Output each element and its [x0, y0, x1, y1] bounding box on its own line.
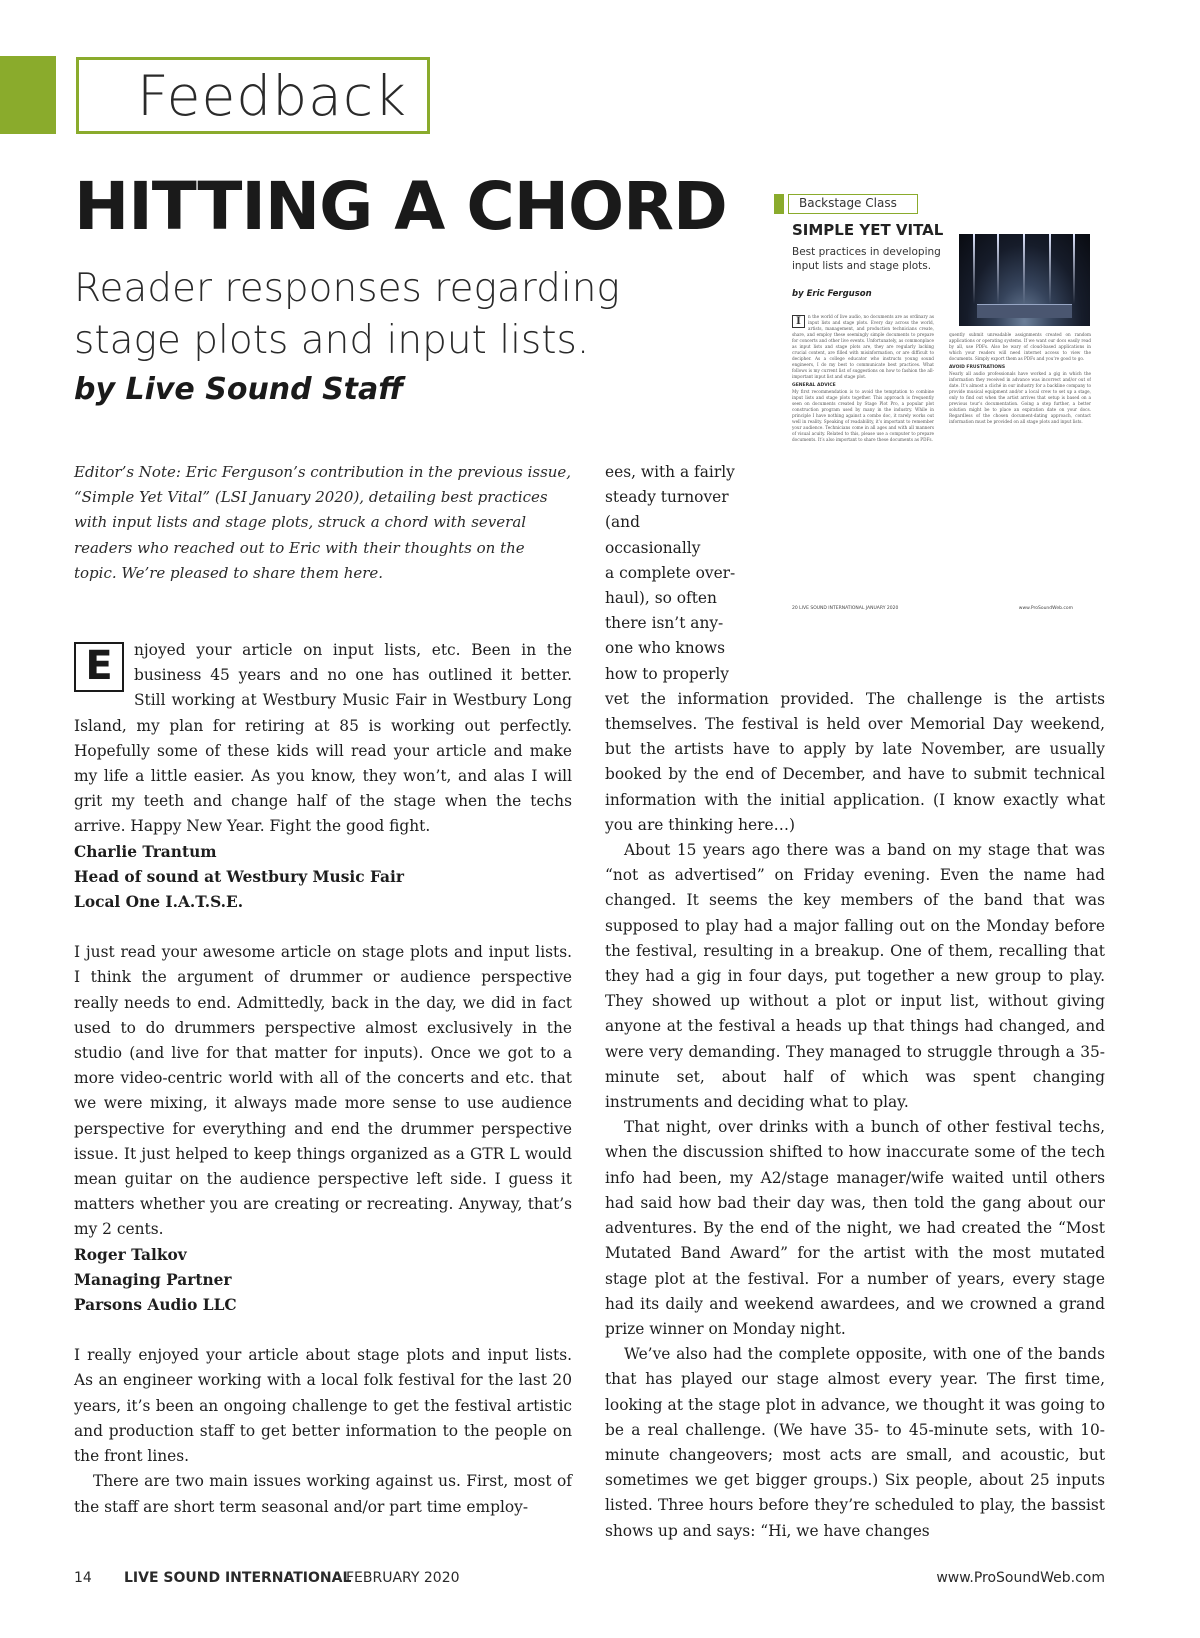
thumbnail-dropcap: I: [792, 315, 805, 328]
thumbnail-body-text: My first recommendation is to avoid the temptation to combine input lists and stage plots together. This approach is frequently seen on documents created by Stage Plot Pro, a popular plot construction program used by many in the industry. While in principle I have nothing against a combo doc, it rarely works out well in reality. Speaking of readability, it’s important to remember your audience. Technicians come in all ages and with all manners of visual acuity. Related to this, please use a computer to prepare documents. It’s also important to share these documents as PDFs.: [792, 389, 934, 442]
drop-cap: E: [74, 642, 124, 692]
text-line: haul), so often: [605, 589, 717, 608]
text-line: (and occasionally: [605, 513, 701, 557]
website: www.ProSoundWeb.com: [936, 1570, 1105, 1586]
section-header: [76, 57, 430, 134]
article-byline: by Live Sound Staff: [74, 372, 404, 407]
text-line: steady turnover: [605, 488, 729, 507]
thumbnail-footer-right: www.ProSoundWeb.com: [1018, 606, 1073, 611]
text-line: one who knows: [605, 639, 725, 658]
letter-body: njoyed your article on input lists, etc. Been in the business 45 years and no one has outlined it better. Still working at Westbury Music Fair in Westbury Long Island, my plan for retiring at 85 is working out perfectly. Hopefully some of these kids will read your article and make my life a little easier. As you know, they won’t, and alas I will grit my teeth and change half of the stage when the techs arrive. Happy New Year. Fight the good fight.: [74, 641, 572, 836]
section-accent-bar: [0, 56, 56, 134]
letter-paragraph: We’ve also had the complete opposite, with one of the bands that has played our stage almost every year. The first time, looking at the stage plot in advance, we thought it was going to be a real challenge. (We have 35- to 45-minute sets, with 10-minute changeovers; most acts are small, and acoustic, but sometimes we get bigger groups.) Six people, about 25 inputs listed. Three hours before they’re scheduled to play, the bassist shows up and says: “Hi, we have changes: [605, 1345, 1105, 1540]
thumbnail-stage-photo: [959, 234, 1090, 326]
letter-3: [74, 1343, 572, 1519]
letter-paragraph: That night, over drinks with a bunch of other festival techs, when the discussion shifted to how inaccurate some of the tech info had been, my A2/stage manager/wife waited until others had said how bad their day was, then told the gang about our adventures. By the end of the night, we had created the “Most Mutated Band Award” for the artist with the most mutated stage plot at the festival. For a number of years, every stage had its daily and weekend awardees, and we crowned a grand prize winner on Monday night.: [605, 1118, 1105, 1338]
thumbnail-tab-accent: [774, 194, 784, 214]
thumbnail-footer-left: 20 LIVE SOUND INTERNATIONAL JANUARY 2020: [792, 606, 899, 611]
issue-date: FEBRUARY 2020: [346, 1570, 460, 1586]
editors-note: Editor’s Note: Eric Ferguson’s contribution in the previous issue, “Simple Yet Vital” (LSI January 2020), detailing best practices with input lists and stage plots, struck a chord with several readers who reached out to Eric with their thoughts on the topic. We’re pleased to share them here.: [74, 463, 572, 582]
thumbnail-body-text: Nearly all audio professionals have worked a gig in which the information they received in advance was incorrect and/or out of date. It’s almost a cliché in our industry for a backline company to provide musical equipment and/or a local crew to set up a stage, only to find out when the artist arrives that setup is based on a previous tour’s documentation. Going a step further, a better solution might be to place an expiration date on your docs. Regardless of the chosen document-dating approach, contact information must be provided on all stage plots and input lists.: [949, 371, 1091, 424]
thumbnail-tab-label: Backstage Class: [788, 194, 918, 214]
text-line: ees, with a fairly: [605, 463, 735, 481]
text-line: a complete over-: [605, 563, 736, 582]
thumbnail-subtitle: Best practices in developing input lists and stage plots.: [792, 246, 941, 272]
section-label: Feedback: [137, 64, 407, 128]
article-headline: HITTING A CHORD: [74, 168, 727, 245]
thumbnail-heading: AVOID FRUSTRATIONS: [949, 365, 1006, 370]
signature-name: Roger Talkov: [74, 1245, 187, 1264]
letter-paragraph: I really enjoyed your article about stage plots and input lists. As an engineer working with a local folk festival for the last 20 years, it’s been an ongoing challenge to get the festival artistic and production staff to get better information to the people on the front lines.: [74, 1346, 572, 1466]
thumbnail-byline: by Eric Ferguson: [792, 289, 872, 299]
magazine-name: LIVE SOUND INTERNATIONAL: [124, 1570, 352, 1586]
letter-paragraph: About 15 years ago there was a band on my stage that was “not as advertised” on Friday evening. Even the name had changed. It seems the key members of the band that was supposed to play had a major falling out on the Monday before the festival, resulting in a breakup. One of them, recalling that they had a gig in four days, put together a new group to play. They showed up without a plot or input list, without giving anyone at the festival a heads up that things had changed, and were very demanding. They managed to struggle through a 35-minute set, about half of which was spent changing instruments and deciding what to play.: [605, 841, 1105, 1112]
letter-1: [74, 638, 572, 915]
letter-paragraph: vet the information provided. The challenge is the artists themselves. The festival is held over Memorial Day weekend, but the artists have to apply by late November, are usually booked by the end of December, and have to submit technical information with the initial application. (I know exactly what you are thinking here…): [605, 689, 1105, 834]
text-line: how to properly: [605, 664, 729, 683]
signature-org: Local One I.A.T.S.E.: [74, 893, 244, 912]
signature-org: Parsons Audio LLC: [74, 1296, 237, 1315]
signature-name: Charlie Trantum: [74, 842, 217, 861]
signature-title: Head of sound at Westbury Music Fair: [74, 867, 404, 886]
page-number: 14: [74, 1570, 92, 1586]
letters-column-left: [74, 638, 572, 1520]
thumbnail-heading: GENERAL ADVICE: [792, 383, 836, 388]
thumbnail-body-text: quently submit unreadable assignments created on random applications or operating systems. If we want our docs easily read by all, use PDFs. Also be wary of cloud-based applications in which your readers will need internet access to view the documents. Simply export them as PDFs and you’re good to go.: [949, 332, 1091, 361]
text-line: there isn’t any-: [605, 614, 724, 633]
thumbnail-title: SIMPLE YET VITAL: [792, 221, 944, 239]
article-subhead: Reader responses regarding stage plots and input lists.: [74, 266, 620, 363]
narrow-wrap-block: [605, 460, 737, 687]
thumbnail-body-text: n the world of live audio, no documents are as ordinary as input lists and stage plots. Every day across the world, artists, management, and production technicians create, share, and employ these seemingly simple documents to prepare for concerts and other live events. Unfortunately, as commonplace as input lists and stage plots are, they are regularly lacking crucial content, are filled with misinformation, or are difficult to decipher. As a college educator who instructs young sound engineers, I do my best to communicate best practices. What follows is my current list of suggestions on how to fashion the all-important input list and stage plot.: [792, 314, 934, 379]
letters-column-right: [605, 460, 1105, 1544]
letter-body: I just read your awesome article on stage plots and input lists. I think the argument of drummer or audience perspective really needs to end. Admittedly, back in the day, we did in fact used to do drummers perspective almost exclusively in the studio (and live for that matter for inputs). Once we got to a more video-centric world with all of the concerts and etc. that we were mixing, it always made more sense to use audience perspective for everything and end the drummer perspective issue. It just helped to keep things organized as a GTR L would mean guitar on the audience perspective left side. I guess it matters whether you are creating or recreating. Anyway, that’s my 2 cents.: [74, 943, 572, 1239]
letter-paragraph: There are two main issues working against us. First, most of the staff are short term seasonal and/or part time employ-: [74, 1472, 572, 1516]
signature-title: Managing Partner: [74, 1270, 232, 1289]
letter-2: [74, 940, 572, 1318]
